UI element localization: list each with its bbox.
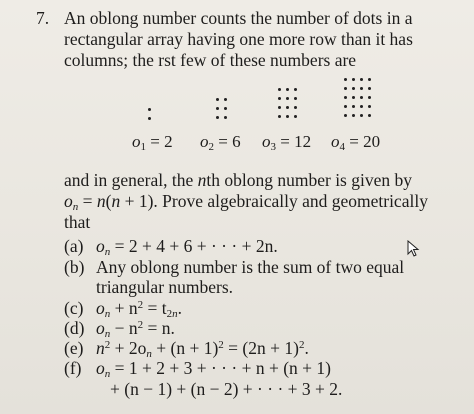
subscript-n: n — [72, 201, 79, 213]
value: = 12 — [276, 132, 312, 151]
dot — [344, 96, 347, 99]
part-a-label: (a) — [64, 236, 84, 256]
text: + n — [110, 298, 138, 318]
text: = t — [143, 298, 167, 318]
dot — [352, 78, 355, 81]
dot — [360, 78, 363, 81]
var-o: o — [132, 132, 141, 151]
text: n — [96, 338, 105, 358]
dot — [344, 78, 347, 81]
part-a-text: $o_n = 2 + 4 + 6$ + · · · + 2n. — [96, 236, 278, 258]
value: = 20 — [345, 132, 381, 151]
general-line-1 — [64, 170, 412, 190]
dot — [286, 97, 289, 100]
dot — [352, 114, 355, 117]
dot — [352, 105, 355, 108]
dot — [278, 97, 281, 100]
text: = 2 + 4 + 6 + · · · + 2n. — [110, 236, 278, 256]
dot — [216, 107, 219, 110]
part-d-label: (d) — [64, 318, 85, 338]
text: + 2o — [110, 338, 147, 358]
intro-line-1: An oblong number counts the number of dots in a — [64, 8, 413, 28]
text: = (2n + 1) — [223, 338, 299, 358]
text: + (n + 1) — [151, 338, 219, 358]
subscript: 4 — [339, 141, 345, 153]
dot — [344, 114, 347, 117]
part-c-label: (c) — [64, 298, 84, 318]
var-o: o — [331, 132, 340, 151]
part-f-label: (f) — [64, 358, 82, 378]
dot — [294, 115, 297, 118]
text: = 1 + 2 + 3 + · · · + n + (n + 1) — [110, 358, 331, 378]
dot — [294, 106, 297, 109]
oblong-label-4 — [331, 132, 380, 152]
dot — [278, 115, 281, 118]
dot — [224, 107, 227, 110]
part-e-text: $n^2 + 2o_n + (n + 1)^2 = (2n + 1)^2$. — [96, 338, 309, 360]
dot — [148, 108, 151, 111]
intro-line-3: columns; the rst few of these numbers are — [64, 50, 357, 70]
intro-line-2: rectangular array having one more row than it has — [64, 29, 413, 49]
oblong-label-2 — [200, 132, 241, 152]
dot — [344, 105, 347, 108]
dot — [286, 106, 289, 109]
dot — [286, 115, 289, 118]
text: . — [304, 338, 309, 358]
value: = 2 — [146, 132, 173, 151]
text: th oblong number is given by — [206, 170, 412, 190]
dot — [294, 88, 297, 91]
part-b-line-2: triangular numbers. — [96, 277, 234, 297]
problem-number: 7. — [36, 8, 50, 28]
oblong-label-3 — [262, 132, 311, 152]
dot — [216, 98, 219, 101]
dot — [368, 114, 371, 117]
dot — [352, 87, 355, 90]
var-n: n — [197, 170, 207, 190]
dot — [286, 88, 289, 91]
text: − n — [110, 318, 138, 338]
dot — [278, 106, 281, 109]
oblong-label-1 — [132, 132, 173, 152]
dot — [216, 116, 219, 119]
dot — [360, 105, 363, 108]
dot — [368, 96, 371, 99]
general-line-2: $o_n = n(n + 1)$. Prove algebraically and geometrically — [64, 191, 428, 213]
part-b-label: (b) — [64, 257, 85, 277]
dot — [352, 96, 355, 99]
subscript: 1 — [140, 141, 146, 153]
var-o: o — [64, 191, 73, 211]
mouse-pointer-icon — [407, 240, 421, 258]
var-n: n — [96, 191, 106, 211]
dot — [278, 88, 281, 91]
part-f-line-1: $o_n = 1 + 2 + 3$ + · · · + n + (n + 1) — [96, 358, 331, 380]
part-c-text: $o_n + n^2 = t_{2n}$. — [96, 298, 182, 320]
value: = 6 — [214, 132, 241, 151]
var-o: o — [200, 132, 209, 151]
text: . Prove algebraically and geometrically — [153, 191, 428, 211]
part-d-text: $o_n - n^2 = n$. — [96, 318, 175, 340]
dot — [368, 105, 371, 108]
dot — [360, 96, 363, 99]
part-b-line-1: Any oblong number is the sum of two equal — [96, 257, 405, 277]
text: and in general, the — [64, 170, 198, 190]
dot — [368, 78, 371, 81]
subscript: 3 — [270, 141, 276, 153]
dot — [368, 87, 371, 90]
dot — [148, 117, 151, 120]
part-f-line-2: + (n − 1) + (n − 2) + · · · + 3 + 2. — [110, 379, 343, 399]
subscript: 2 — [208, 141, 214, 153]
dot — [224, 98, 227, 101]
dot — [224, 116, 227, 119]
text: = n. — [143, 318, 175, 338]
var-o: o — [262, 132, 271, 151]
dot — [344, 87, 347, 90]
dot — [360, 87, 363, 90]
general-line-3: that — [64, 212, 91, 232]
part-e-label: (e) — [64, 338, 84, 358]
dot — [360, 114, 363, 117]
dot — [294, 97, 297, 100]
